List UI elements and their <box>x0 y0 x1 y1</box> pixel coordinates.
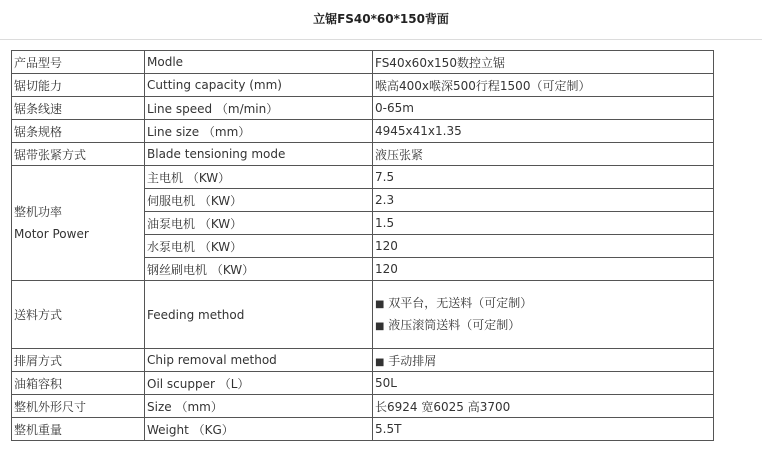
feeding-options <box>373 281 714 349</box>
row-label-en: Weight （KG） <box>145 418 373 441</box>
row-label-cn: 排屑方式 <box>12 349 145 372</box>
row-label-en: Blade tensioning mode <box>145 143 373 166</box>
motor-value: 120 <box>373 235 714 258</box>
page-title: 立锯FS40*60*150背面 <box>313 12 449 26</box>
table-row <box>12 418 714 441</box>
row-value: 液压张紧 <box>373 143 714 166</box>
motor-power-label-en: Motor Power <box>14 227 89 241</box>
row-value: 5.5T <box>373 418 714 441</box>
bullet-icon: ■ <box>375 320 385 332</box>
bullet-icon: ■ <box>375 356 385 368</box>
motor-name: 伺服电机 （KW） <box>145 189 373 212</box>
row-label-cn: 油箱容积 <box>12 372 145 395</box>
table-row <box>12 51 714 74</box>
row-label-en: Cutting capacity (mm) <box>145 74 373 97</box>
motor-name: 主电机 （KW） <box>145 166 373 189</box>
motor-value: 2.3 <box>373 189 714 212</box>
row-label-en: Chip removal method <box>145 349 373 372</box>
row-label-en: Line speed （m/min） <box>145 97 373 120</box>
row-label-en: Line size （mm） <box>145 120 373 143</box>
row-label-cn: 送料方式 <box>12 281 145 349</box>
row-label-cn: 整机重量 <box>12 418 145 441</box>
row-value: 4945x41x1.35 <box>373 120 714 143</box>
row-label-cn: 锯条线速 <box>12 97 145 120</box>
row-value: 长6924 宽6025 高3700 <box>373 395 714 418</box>
motor-value: 120 <box>373 258 714 281</box>
table-row <box>12 281 714 349</box>
table-row <box>12 166 714 189</box>
motor-power-label-cn: 整机功率 <box>14 205 63 219</box>
row-value: 50L <box>373 372 714 395</box>
row-value: ■ 手动排屑 <box>373 349 714 372</box>
table-row <box>12 143 714 166</box>
table-row <box>12 74 714 97</box>
motor-value: 1.5 <box>373 212 714 235</box>
row-label-en: Feeding method <box>145 281 373 349</box>
motor-name: 水泵电机 （KW） <box>145 235 373 258</box>
table-row <box>12 395 714 418</box>
row-label-cn: 锯切能力 <box>12 74 145 97</box>
row-label-cn: 产品型号 <box>12 51 145 74</box>
feeding-option: ■ 双平台，无送料（可定制） <box>375 295 533 310</box>
motor-power-label <box>12 166 145 281</box>
row-value: FS40x60x150数控立锯 <box>373 51 714 74</box>
motor-value: 7.5 <box>373 166 714 189</box>
title-divider <box>0 39 762 40</box>
row-label-cn: 锯带张紧方式 <box>12 143 145 166</box>
row-value: 0-65m <box>373 97 714 120</box>
motor-name: 油泵电机 （KW） <box>145 212 373 235</box>
row-label-cn: 锯条规格 <box>12 120 145 143</box>
feeding-option: ■ 液压滚筒送料（可定制） <box>375 317 521 332</box>
spec-table <box>11 50 714 441</box>
table-row <box>12 120 714 143</box>
row-label-en: Modle <box>145 51 373 74</box>
motor-name: 钢丝刷电机 （KW） <box>145 258 373 281</box>
row-value: 喉高400x喉深500行程1500（可定制） <box>373 74 714 97</box>
row-label-en: Size （mm） <box>145 395 373 418</box>
row-label-en: Oil scupper （L） <box>145 372 373 395</box>
table-row <box>12 349 714 372</box>
table-row <box>12 97 714 120</box>
row-label-cn: 整机外形尺寸 <box>12 395 145 418</box>
bullet-icon: ■ <box>375 298 385 310</box>
table-row <box>12 372 714 395</box>
